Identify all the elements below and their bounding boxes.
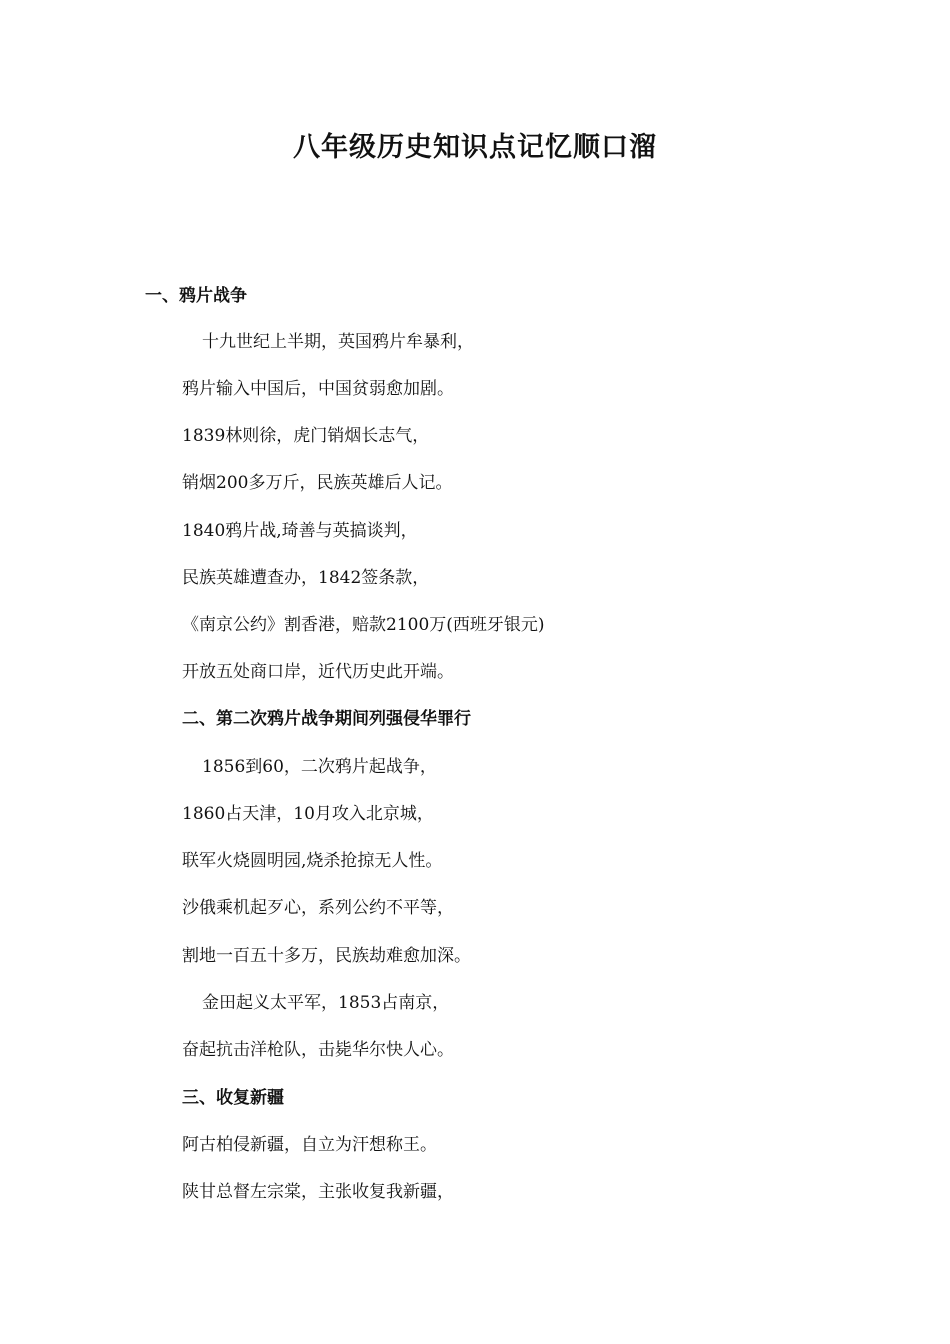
- verse-line: 十九世纪上半期，英国鸦片牟暴利，: [202, 332, 474, 352]
- verse-line: 陕甘总督左宗棠，主张收复我新疆，: [182, 1182, 454, 1202]
- verse-line: 《南京公约》割香港，赔款2100万(西班牙银元): [182, 615, 545, 635]
- document-title: 八年级历史知识点记忆顺口溜: [293, 132, 657, 163]
- verse-line: 1860占天津，10月攻入北京城，: [182, 804, 434, 824]
- verse-line: 沙俄乘机起歹心，系列公约不平等，: [182, 898, 454, 918]
- verse-line: 阿古柏侵新疆，自立为汗想称王。: [182, 1135, 437, 1155]
- verse-line: 销烟200多万斤，民族英雄后人记。: [182, 473, 453, 493]
- verse-line: 开放五处商口岸，近代历史此开端。: [182, 662, 454, 682]
- verse-line: 割地一百五十多万，民族劫难愈加深。: [182, 946, 471, 966]
- section-heading: 三、收复新疆: [182, 1088, 284, 1108]
- section-heading: 一、鸦片战争: [145, 286, 247, 306]
- verse-line: 金田起义太平军，1853占南京，: [202, 993, 450, 1013]
- verse-line: 鸦片输入中国后，中国贫弱愈加剧。: [182, 379, 454, 399]
- verse-line: 民族英雄遭查办，1842签条款，: [182, 568, 430, 588]
- verse-line: 1840鸦片战,琦善与英搞谈判，: [182, 521, 418, 541]
- verse-line: 1839林则徐，虎门销烟长志气，: [182, 426, 430, 446]
- verse-line: 联军火烧圆明园,烧杀抢掠无人性。: [182, 851, 443, 871]
- verse-line: 奋起抗击洋枪队，击毙华尔快人心。: [182, 1040, 454, 1060]
- verse-line: 1856到60，二次鸦片起战争，: [202, 757, 437, 777]
- section-heading: 二、第二次鸦片战争期间列强侵华罪行: [182, 709, 471, 729]
